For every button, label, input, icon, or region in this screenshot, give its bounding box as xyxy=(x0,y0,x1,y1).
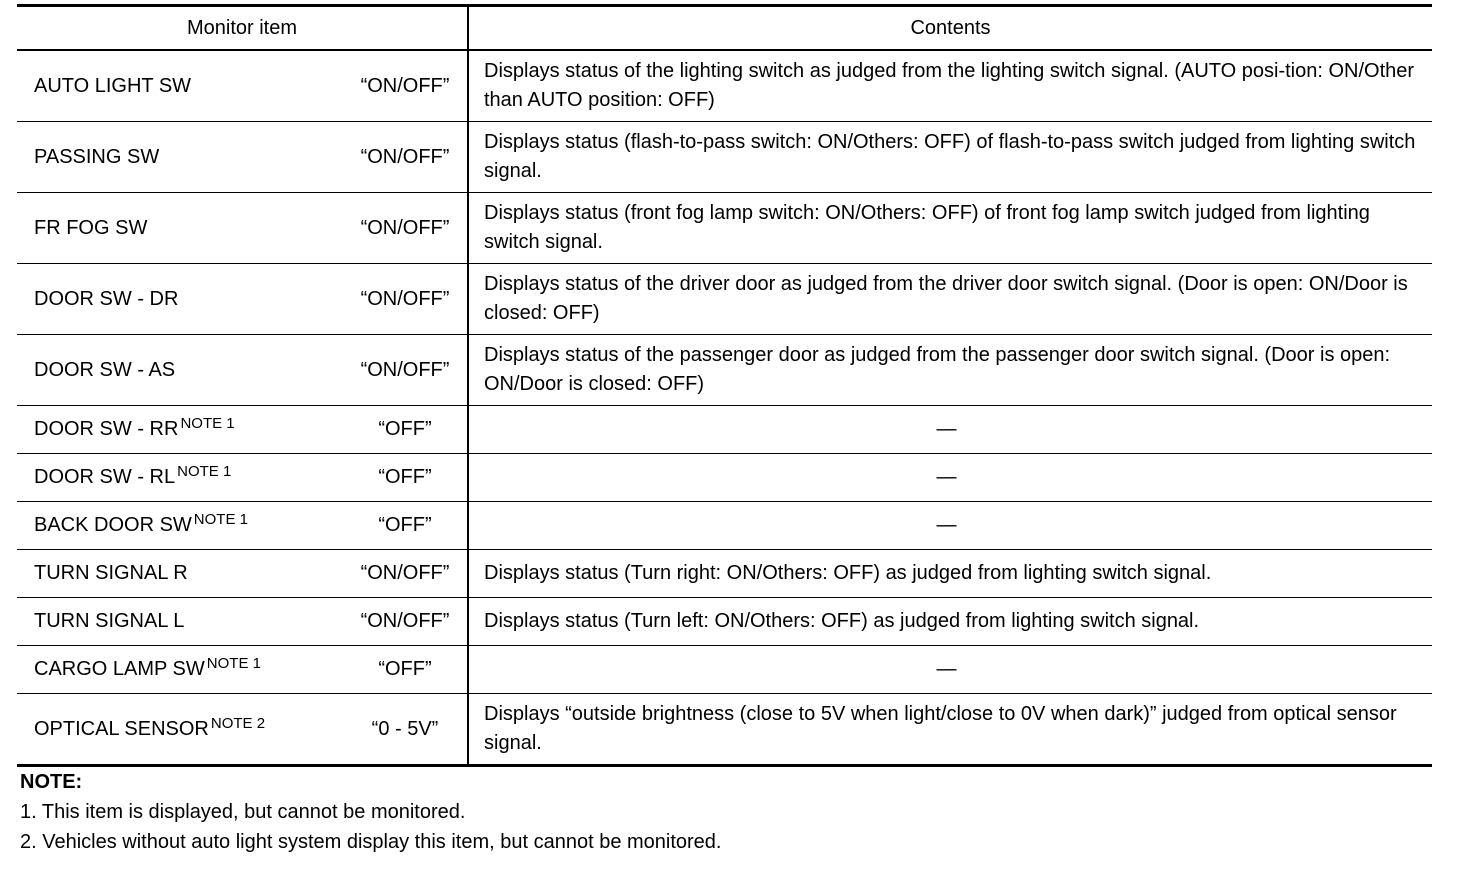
contents-cell: — xyxy=(468,646,1432,694)
table-row xyxy=(17,550,1432,598)
table-header-row xyxy=(17,6,1432,51)
monitor-item-name: TURN SIGNAL L xyxy=(34,610,185,632)
notes-section xyxy=(20,767,721,857)
contents-cell: — xyxy=(468,502,1432,550)
note-item: 1. This item is displayed, but cannot be monitored. xyxy=(20,801,466,823)
monitor-item-cell xyxy=(17,50,347,122)
contents-cell: Displays status (flash-to-pass switch: ON/Others: OFF) of flash-to-pass switch judged from lighting switch signal. xyxy=(468,122,1432,193)
note-reference: NOTE 1 xyxy=(193,511,248,528)
monitor-value: “ON/OFF” xyxy=(347,550,468,598)
contents-cell: — xyxy=(468,406,1432,454)
monitor-value: “ON/OFF” xyxy=(347,193,468,264)
contents-cell: Displays status (front fog lamp switch: ON/Others: OFF) of front fog lamp switch judged from lighting switch signal. xyxy=(468,193,1432,264)
monitor-item-name: PASSING SW xyxy=(34,145,160,168)
notes-heading: NOTE: xyxy=(20,771,83,793)
monitor-item-cell xyxy=(17,406,347,454)
contents-cell: Displays status (Turn right: ON/Others: OFF) as judged from lighting switch signal. xyxy=(468,550,1432,598)
contents-cell: Displays “outside brightness (close to 5V when light/close to 0V when dark)” judged from optical sensor signal. xyxy=(468,694,1432,766)
header-contents: Contents xyxy=(468,6,1432,51)
monitor-item-name: BACK DOOR SW xyxy=(34,514,192,536)
monitor-item-name: CARGO LAMP SW xyxy=(34,658,205,680)
contents-cell: Displays status of the driver door as judged from the driver door switch signal. (Door is open: ON/Door is closed: OFF) xyxy=(468,264,1432,335)
table-row xyxy=(17,122,1432,193)
monitor-item-table xyxy=(17,4,1432,767)
monitor-value: “OFF” xyxy=(347,502,468,550)
monitor-item-name: DOOR SW - RR xyxy=(34,418,179,440)
monitor-value: “ON/OFF” xyxy=(347,264,468,335)
monitor-item-cell xyxy=(17,550,347,598)
table-row xyxy=(17,335,1432,406)
table-row xyxy=(17,193,1432,264)
note-reference: NOTE 1 xyxy=(180,415,235,432)
monitor-value: “ON/OFF” xyxy=(347,50,468,122)
note-item: 2. Vehicles without auto light system display this item, but cannot be monitored. xyxy=(20,831,722,853)
contents-cell: Displays status (Turn left: ON/Others: OFF) as judged from lighting switch signal. xyxy=(468,598,1432,646)
table-row xyxy=(17,646,1432,694)
monitor-value: “OFF” xyxy=(347,646,468,694)
monitor-value: “ON/OFF” xyxy=(347,335,468,406)
contents-cell: — xyxy=(468,454,1432,502)
monitor-value: “0 - 5V” xyxy=(347,694,468,766)
monitor-item-cell xyxy=(17,335,347,406)
contents-cell: Displays status of the lighting switch as judged from the lighting switch signal. (AUTO posi-tion: ON/Other than AUTO position: OFF) xyxy=(468,50,1432,122)
monitor-item-cell xyxy=(17,646,347,694)
monitor-item-name: DOOR SW - AS xyxy=(34,358,176,381)
monitor-item-name: FR FOG SW xyxy=(34,216,148,239)
note-reference: NOTE 2 xyxy=(210,714,266,732)
monitor-value: “OFF” xyxy=(347,406,468,454)
monitor-item-cell xyxy=(17,122,347,193)
monitor-item-name: DOOR SW - DR xyxy=(34,287,179,310)
contents-cell: Displays status of the passenger door as judged from the passenger door switch signal. (Door is open: ON/Door is closed: OFF) xyxy=(468,335,1432,406)
monitor-value: “ON/OFF” xyxy=(347,598,468,646)
table-row xyxy=(17,454,1432,502)
monitor-item-cell xyxy=(17,694,347,766)
monitor-item-cell xyxy=(17,502,347,550)
note-reference: NOTE 1 xyxy=(206,655,261,672)
monitor-item-name: OPTICAL SENSOR xyxy=(34,717,209,740)
monitor-item-name: TURN SIGNAL R xyxy=(34,562,188,584)
monitor-item-cell xyxy=(17,193,347,264)
monitor-item-name: AUTO LIGHT SW xyxy=(34,74,192,97)
monitor-value: “ON/OFF” xyxy=(347,122,468,193)
header-monitor-item: Monitor item xyxy=(17,6,468,51)
note-reference: NOTE 1 xyxy=(177,463,232,480)
table-row xyxy=(17,406,1432,454)
table-row xyxy=(17,598,1432,646)
table-row xyxy=(17,50,1432,122)
monitor-item-cell xyxy=(17,264,347,335)
monitor-item-name: DOOR SW - RL xyxy=(34,466,176,488)
monitor-item-cell xyxy=(17,598,347,646)
table-row xyxy=(17,502,1432,550)
table-row xyxy=(17,694,1432,766)
monitor-item-cell xyxy=(17,454,347,502)
table-row xyxy=(17,264,1432,335)
monitor-value: “OFF” xyxy=(347,454,468,502)
